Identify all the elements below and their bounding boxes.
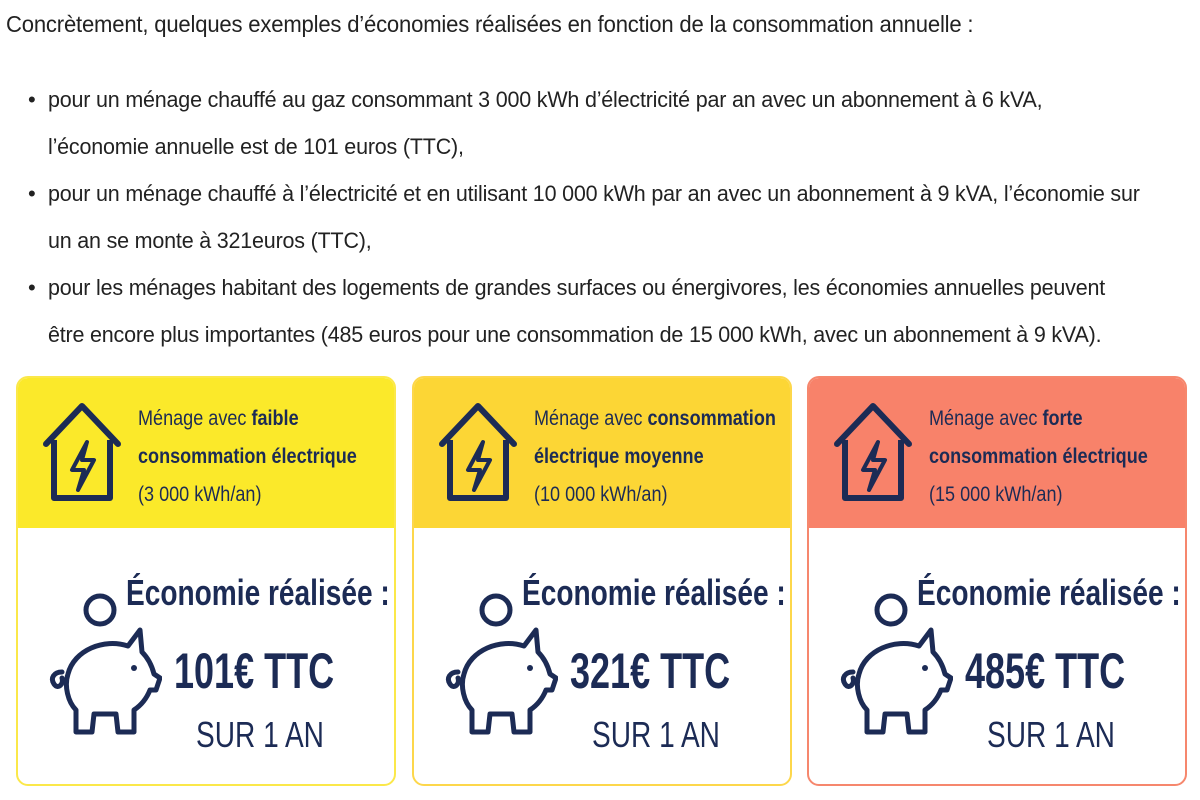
consumption-value: (15 000 kWh/an) bbox=[929, 483, 1063, 506]
card-low-consumption bbox=[16, 376, 396, 786]
card-header bbox=[18, 378, 394, 528]
card-header bbox=[809, 378, 1185, 528]
saving-amount: 485€ TTC bbox=[965, 643, 1126, 699]
consumption-value: (3 000 kWh/an) bbox=[138, 483, 262, 506]
header-prefix: Ménage avec bbox=[138, 407, 252, 430]
header-bold-2: électrique moyenne bbox=[534, 445, 704, 468]
card-header-text bbox=[138, 400, 357, 514]
saving-period: SUR 1 AN bbox=[196, 714, 324, 755]
header-prefix: Ménage avec bbox=[929, 407, 1043, 430]
list-item-text: • pour un ménage chauffé au gaz consommant 3 000 kWh d’électricité par an avec un abonnement à 6 kVA, l’économie annuelle est de 101 euros (TTC), bbox=[48, 87, 1043, 159]
examples-list bbox=[22, 76, 1197, 358]
savings-cards bbox=[16, 376, 1192, 788]
header-bold-1: forte bbox=[1042, 407, 1083, 430]
saving-amount: 101€ TTC bbox=[174, 643, 335, 699]
saving-title: Économie réalisée : bbox=[126, 572, 390, 613]
card-header bbox=[414, 378, 790, 528]
header-prefix: Ménage avec bbox=[534, 407, 648, 430]
saving-title: Économie réalisée : bbox=[917, 572, 1181, 613]
saving-title: Économie réalisée : bbox=[522, 572, 786, 613]
header-bold-2: consommation électrique bbox=[929, 445, 1148, 468]
list-item-text: • pour un ménage chauffé à l’électricité et en utilisant 10 000 kWh par an avec un abonnement à 9 kVA, l’économie sur un an se monte à 321euros (TTC), bbox=[48, 181, 1140, 253]
consumption-value: (10 000 kWh/an) bbox=[534, 483, 668, 506]
list-item-text: • pour les ménages habitant des logements de grandes surfaces ou énergivores, les économies annuelles peuvent être encore plus importantes (485 euros pour une consommation de 15 000 kWh, avec un abonnement à 9 kVA). bbox=[48, 275, 1106, 347]
card-body bbox=[809, 528, 1185, 784]
header-bold-2: consommation électrique bbox=[138, 445, 357, 468]
list-item bbox=[22, 76, 1197, 170]
header-bold-1: consommation bbox=[647, 407, 776, 430]
intro-text: Concrètement, quelques exemples d’économies réalisées en fonction de la consommation annuelle : bbox=[6, 11, 974, 37]
list-item bbox=[22, 264, 1197, 358]
house-lightning-icon bbox=[434, 398, 522, 504]
card-header-text bbox=[929, 400, 1148, 514]
saving-period: SUR 1 AN bbox=[592, 714, 720, 755]
card-body bbox=[414, 528, 790, 784]
list-item bbox=[22, 170, 1197, 264]
card-high-consumption bbox=[807, 376, 1187, 786]
card-body bbox=[18, 528, 394, 784]
card-medium-consumption bbox=[412, 376, 792, 786]
header-bold-1: faible bbox=[251, 407, 299, 430]
card-header-text bbox=[534, 400, 776, 514]
saving-amount: 321€ TTC bbox=[570, 643, 731, 699]
house-lightning-icon bbox=[829, 398, 917, 504]
saving-period: SUR 1 AN bbox=[987, 714, 1115, 755]
house-lightning-icon bbox=[38, 398, 126, 504]
